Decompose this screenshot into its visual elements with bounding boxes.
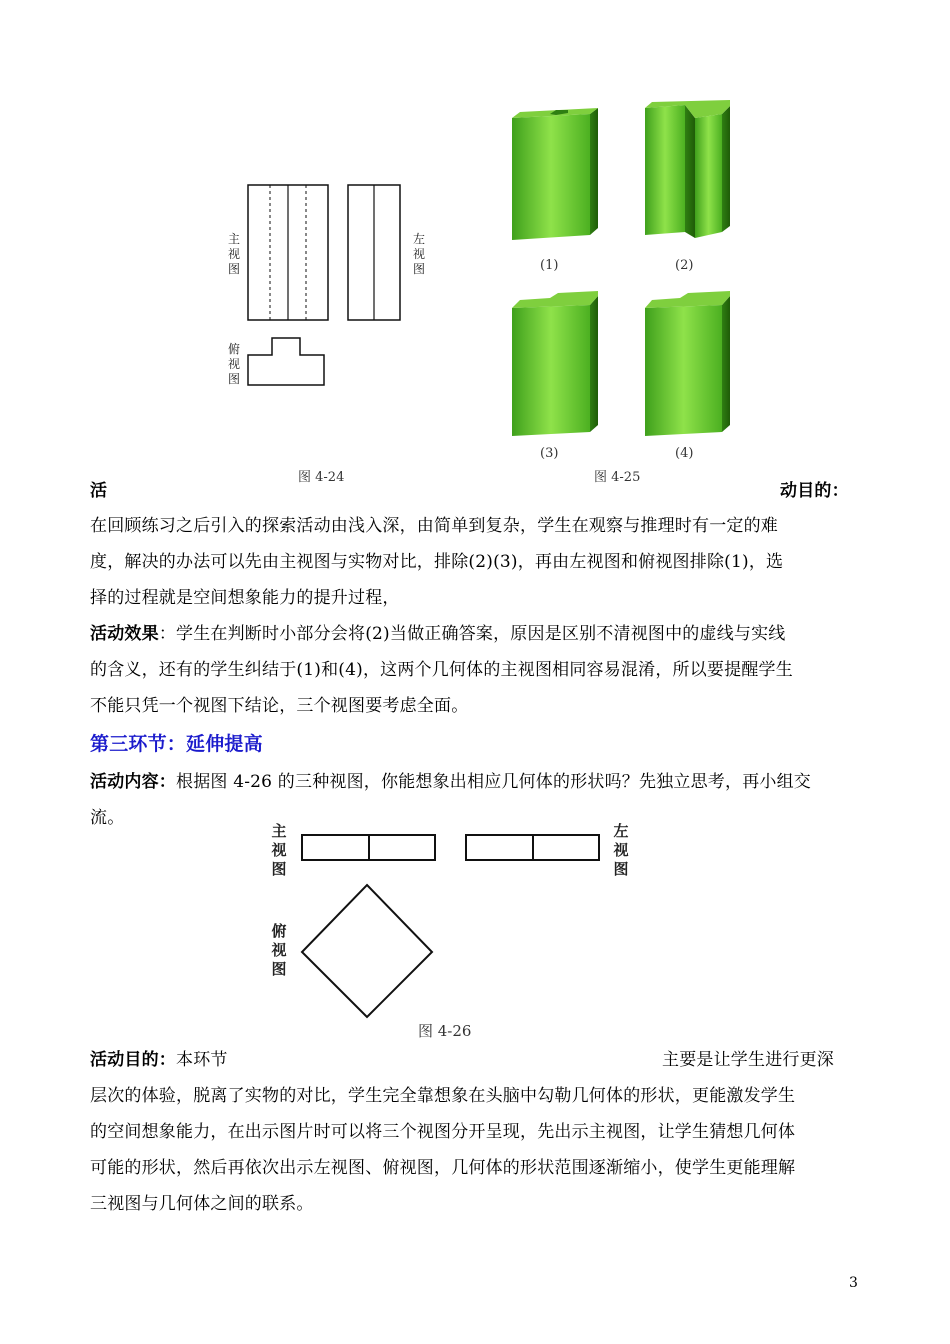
activity-effect-text: ：学生在判断时小部分会将(2)当做正确答案，原因是区别不清视图中的虚线与实线 [158, 624, 786, 644]
paragraph-line: 择的过程就是空间想象能力的提升过程， [90, 588, 400, 608]
activity-content-label: 活动内容： [90, 772, 176, 792]
paragraph-line: 不能只凭一个视图下结论，三个视图要考虑全面。 [90, 696, 469, 716]
fig424-left-label: 左视图 [412, 232, 425, 276]
paragraph-line: 度，解决的办法可以先由主视图与实物对比，排除(2)(3)，再由左视图和俯视图排除(1)，选 [90, 552, 784, 572]
paragraph-line: 可能的形状，然后再依次出示左视图、俯视图，几何体的形状范围逐渐缩小，使学生更能理解 [90, 1158, 796, 1178]
fig426-top-label: 俯视图 [271, 922, 287, 978]
activity-effect-line [90, 617, 786, 652]
solid-3 [512, 291, 598, 436]
fig426-top-view [295, 880, 445, 1020]
section-heading: 第三环节：延伸提高 [90, 733, 263, 755]
activity-purpose2-label: 活动目的： [90, 1050, 176, 1070]
activity-purpose2-line [90, 1043, 228, 1078]
fig426-left-view [460, 825, 610, 875]
page-number: 3 [849, 1275, 858, 1291]
fig425-label-2: (2) [675, 258, 694, 273]
paragraph-line: 的空间想象能力，在出示图片时可以将三个视图分开呈现，先出示主视图，让学生猜想几何体 [90, 1122, 796, 1142]
fig425-label-4: (4) [675, 446, 694, 461]
activity-purpose2-mid: 本环节 [176, 1050, 228, 1070]
fig425-solids [500, 100, 740, 445]
fig425-caption: 图 4-25 [594, 470, 641, 485]
fig425-label-1: (1) [540, 258, 559, 273]
fig426-front-label: 主视图 [271, 822, 287, 878]
paragraph-line: 的含义，还有的学生纠结于(1)和(4)，这两个几何体的主视图相同容易混淆，所以要提醒学生 [90, 660, 793, 680]
paragraph-line: 三视图与几何体之间的联系。 [90, 1194, 314, 1214]
activity-effect-label: 活动效果 [90, 624, 159, 644]
solid-1 [512, 108, 598, 240]
activity-purpose2-right: 主要是让学生进行更深 [662, 1050, 834, 1070]
activity-content-text: 根据图 4-26 的三种视图，你能想象出相应几何体的形状吗？先独立思考，再小组交 [176, 772, 811, 792]
solid-4 [645, 291, 730, 436]
fig426-left-label: 左视图 [613, 822, 629, 878]
fig424-left-view [340, 180, 410, 330]
fig426-front-view [295, 825, 445, 875]
paragraph-line: 层次的体验，脱离了实物的对比，学生完全靠想象在头脑中勾勒几何体的形状，更能激发学生 [90, 1086, 796, 1106]
activity-purpose-label-left: 活 [90, 481, 108, 501]
solid-2 [645, 100, 730, 238]
activity-content-line [90, 765, 811, 800]
fig424-front-label: 主视图 [227, 232, 240, 276]
activity-purpose-label-right: 动目的： [780, 481, 849, 501]
fig424-caption: 图 4-24 [298, 470, 345, 485]
fig424-top-view [240, 330, 340, 400]
fig424-top-label: 俯视图 [227, 342, 240, 386]
fig425-label-3: (3) [540, 446, 559, 461]
paragraph-line: 在回顾练习之后引入的探索活动由浅入深，由简单到复杂，学生在观察与推理时有一定的难 [90, 516, 778, 536]
fig426-caption: 图 4-26 [418, 1022, 472, 1040]
paragraph-line: 流。 [90, 808, 125, 828]
